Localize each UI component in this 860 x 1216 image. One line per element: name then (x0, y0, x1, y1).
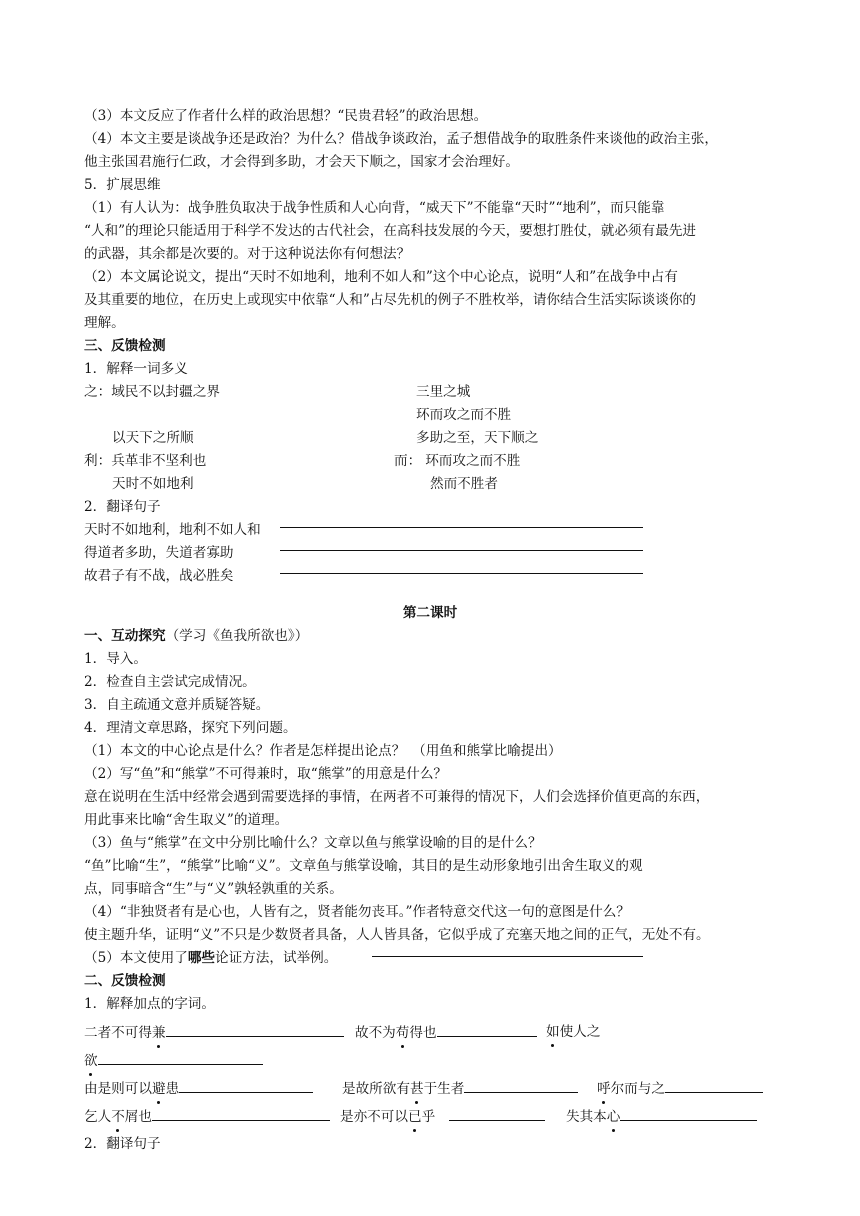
answer-blank[interactable] (166, 1022, 344, 1037)
inquiry-question-4: （4）“非独贤者有是心也，人皆有之，贤者能勿丧耳。”作者特意交代这一句的意图是什么？ (84, 904, 630, 920)
heading-note: （学习《鱼我所欲也》） (165, 628, 309, 644)
extend-2-line-1: （2）本文属论说文，提出“天时不如地利，地利不如人和”这个中心论点，说明“人和”在战争中占有 (84, 269, 678, 285)
step-4: 4．理清文章思路，探究下列问题。 (84, 720, 297, 736)
polysemy-er-label: 而： (394, 453, 422, 469)
dotted-word: 避 (151, 1081, 166, 1097)
word-context: 乎 (421, 1109, 436, 1125)
word-context: 患 (165, 1081, 180, 1097)
polysemy-zhi-item: 三里之城 (416, 384, 471, 400)
task-explain-dotted-words: 1．解释加点的字词。 (84, 996, 215, 1012)
polysemy-er-item: 然而不胜者 (430, 476, 498, 492)
inquiry-answer-4: 使主题升华，证明“义”不只是少数贤者具备，人人皆具备，它似乎成了充塞天地之间的正气，无处不有。 (84, 927, 710, 943)
answer-line[interactable] (280, 550, 643, 551)
extend-2-line-2: 及其重要的地位，在历史上或现实中依靠“人和”占尽先机的例子不胜枚举，请你结合生活实际谈谈你的 (84, 292, 697, 308)
inquiry-answer-2-line-2: 用此事来比喻“舍生取义”的道理。 (84, 812, 289, 828)
inquiry-answer-3-line-2: 点，同事暗含“生”与“义”孰轻孰重的关系。 (84, 881, 343, 897)
dotted-word: 心 (606, 1109, 621, 1125)
heading-feedback-test: 三、反馈检测 (84, 338, 166, 354)
word-item-3-continued (84, 1050, 263, 1071)
answer-blank[interactable] (464, 1078, 578, 1093)
answer-blank[interactable] (449, 1106, 545, 1121)
answer-line[interactable] (280, 573, 643, 574)
dotted-word: 如 (546, 1024, 560, 1040)
step-1: 1．导入。 (84, 651, 148, 667)
inquiry-question-3: （3）鱼与“熊掌”在文中分别比喻什么？文章以鱼与熊掌设喻的目的是什么？ (84, 835, 542, 851)
inquiry-question-5 (84, 948, 337, 968)
dotted-word: 不 (111, 1109, 125, 1125)
polysemy-zhi-item: 域民不以封疆之界 (111, 384, 220, 400)
heading-label: 一、互动探究 (84, 628, 166, 644)
word-context: 尔而与之 (610, 1081, 665, 1097)
dotted-word: 欲 (84, 1053, 98, 1069)
dotted-word: 已 (407, 1109, 422, 1125)
inquiry-answer-3-line-1: “鱼”比喻“生”，“熊掌”比喻“义”。文章鱼与熊掌设喻，其目的是生动形象地引出舍生取义的观 (84, 858, 643, 874)
polysemy-er-item: 环而攻之而不胜 (425, 453, 521, 469)
word-context: 是亦不可以 (340, 1109, 408, 1125)
polysemy-er-row-1 (394, 451, 520, 471)
inquiry-question-2: （2）写“鱼”和“熊掌”不可得兼时，取“熊掌”的用意是什么？ (84, 766, 448, 782)
word-context: 得也 (409, 1025, 437, 1041)
question-4-line-2: 他主张国君施行仁政，才会得到多助，才会天下顺之，国家才会治理好。 (84, 154, 519, 170)
translate-sentence-3: 故君子有不战，战必胜矣 (84, 568, 234, 584)
word-item-4 (84, 1078, 313, 1099)
word-item-3 (546, 1022, 600, 1042)
answer-line[interactable] (372, 956, 643, 957)
heading-interactive-inquiry (84, 626, 308, 646)
dotted-word: 甚 (409, 1081, 424, 1097)
dotted-word: 苟 (395, 1025, 410, 1041)
translate-sentence-1: 天时不如地利，地利不如人和 (84, 522, 261, 538)
q5-text: （5）本文使用了 (84, 950, 188, 966)
extend-1-line-2: “人和”的理论只能适用于科学不发达的古代社会，在高科技发展的今天，要想打胜仗，就必须有最先进 (84, 223, 697, 239)
q5-text: 论证方法，试举例。 (215, 950, 338, 966)
answer-line[interactable] (280, 527, 643, 528)
answer-blank[interactable] (665, 1078, 763, 1093)
step-2: 2．检查自主尝试完成情况。 (84, 674, 256, 690)
question-3: （3）本文反应了作者什么样的政治思想？“民贵君轻”的政治思想。 (84, 108, 488, 124)
polysemy-li-item: 兵革非不坚利也 (111, 453, 207, 469)
word-context: 是故所欲有 (342, 1081, 410, 1097)
inquiry-answer-2-line-1: 意在说明在生活中经常会遇到需要选择的事情，在两者不可兼得的情况下，人们会选择价值更高的东西， (84, 789, 710, 805)
answer-blank[interactable] (437, 1022, 537, 1037)
word-context: 二者不可得 (84, 1025, 152, 1041)
inquiry-question-1: （1）本文的中心论点是什么？作者是怎样提出论点？ （用鱼和熊掌比喻提出） (84, 743, 562, 759)
polysemy-zhi-item: 环而攻之而不胜 (416, 407, 512, 423)
answer-blank[interactable] (98, 1050, 263, 1065)
polysemy-zhi-item: 以天下之所顺 (112, 430, 194, 446)
word-context: 失其本 (566, 1109, 607, 1125)
polysemy-li-row-1 (84, 451, 206, 471)
polysemy-li-item: 天时不如地利 (112, 476, 194, 492)
translate-sentence-2: 得道者多助，失道者寡助 (84, 545, 234, 561)
task-polysemy: 1．解释一词多义 (84, 361, 188, 377)
word-item-7 (84, 1106, 330, 1127)
word-context: 故不为 (355, 1025, 396, 1041)
extend-2-line-3: 理解。 (84, 315, 125, 331)
word-context: 屑也 (124, 1109, 152, 1125)
word-context: 使人之 (559, 1024, 601, 1040)
word-item-5 (342, 1078, 578, 1099)
word-item-8 (340, 1106, 545, 1127)
extend-1-line-3: 的武器，其余都是次要的。对于这种说法你有何想法？ (84, 246, 411, 262)
answer-blank[interactable] (620, 1106, 757, 1121)
answer-blank[interactable] (152, 1106, 330, 1121)
extend-1-line-1: （1）有人认为：战争胜负取决于战争性质和人心向背，“威天下”不能靠“天时”“地利”，而只能靠 (84, 200, 665, 216)
word-item-9 (566, 1106, 757, 1127)
q5-emphasis: 哪些 (187, 950, 215, 966)
word-item-1 (84, 1022, 344, 1043)
answer-blank[interactable] (179, 1078, 313, 1093)
polysemy-li-label: 利： (84, 453, 112, 469)
task-translate-2: 2．翻译句子 (84, 1136, 161, 1152)
heading-feedback-test-2: 二、反馈检测 (84, 973, 166, 989)
word-item-2 (355, 1022, 537, 1043)
polysemy-zhi-row-1 (84, 382, 220, 402)
word-item-6 (597, 1078, 763, 1099)
question-4-line-1: （4）本文主要是谈战争还是政治？为什么？借战争谈政治，孟子想借战争的取胜条件来谈他的政治主张， (84, 131, 718, 147)
word-context: 于生者 (423, 1081, 465, 1097)
word-context: 乞人 (84, 1109, 112, 1125)
polysemy-zhi-label: 之： (84, 384, 112, 400)
polysemy-zhi-item: 多助之至，天下顺之 (416, 430, 539, 446)
step-3: 3．自主疏通文意并质疑答疑。 (84, 697, 270, 713)
dotted-word: 兼 (151, 1025, 166, 1041)
dotted-word: 呼 (597, 1081, 611, 1097)
task-translate: 2．翻译句子 (84, 499, 161, 515)
section-extend-thinking: 5．扩展思维 (84, 177, 161, 193)
word-context: 由是则可以 (84, 1081, 152, 1097)
lesson-2-title: 第二课时 (402, 605, 458, 621)
